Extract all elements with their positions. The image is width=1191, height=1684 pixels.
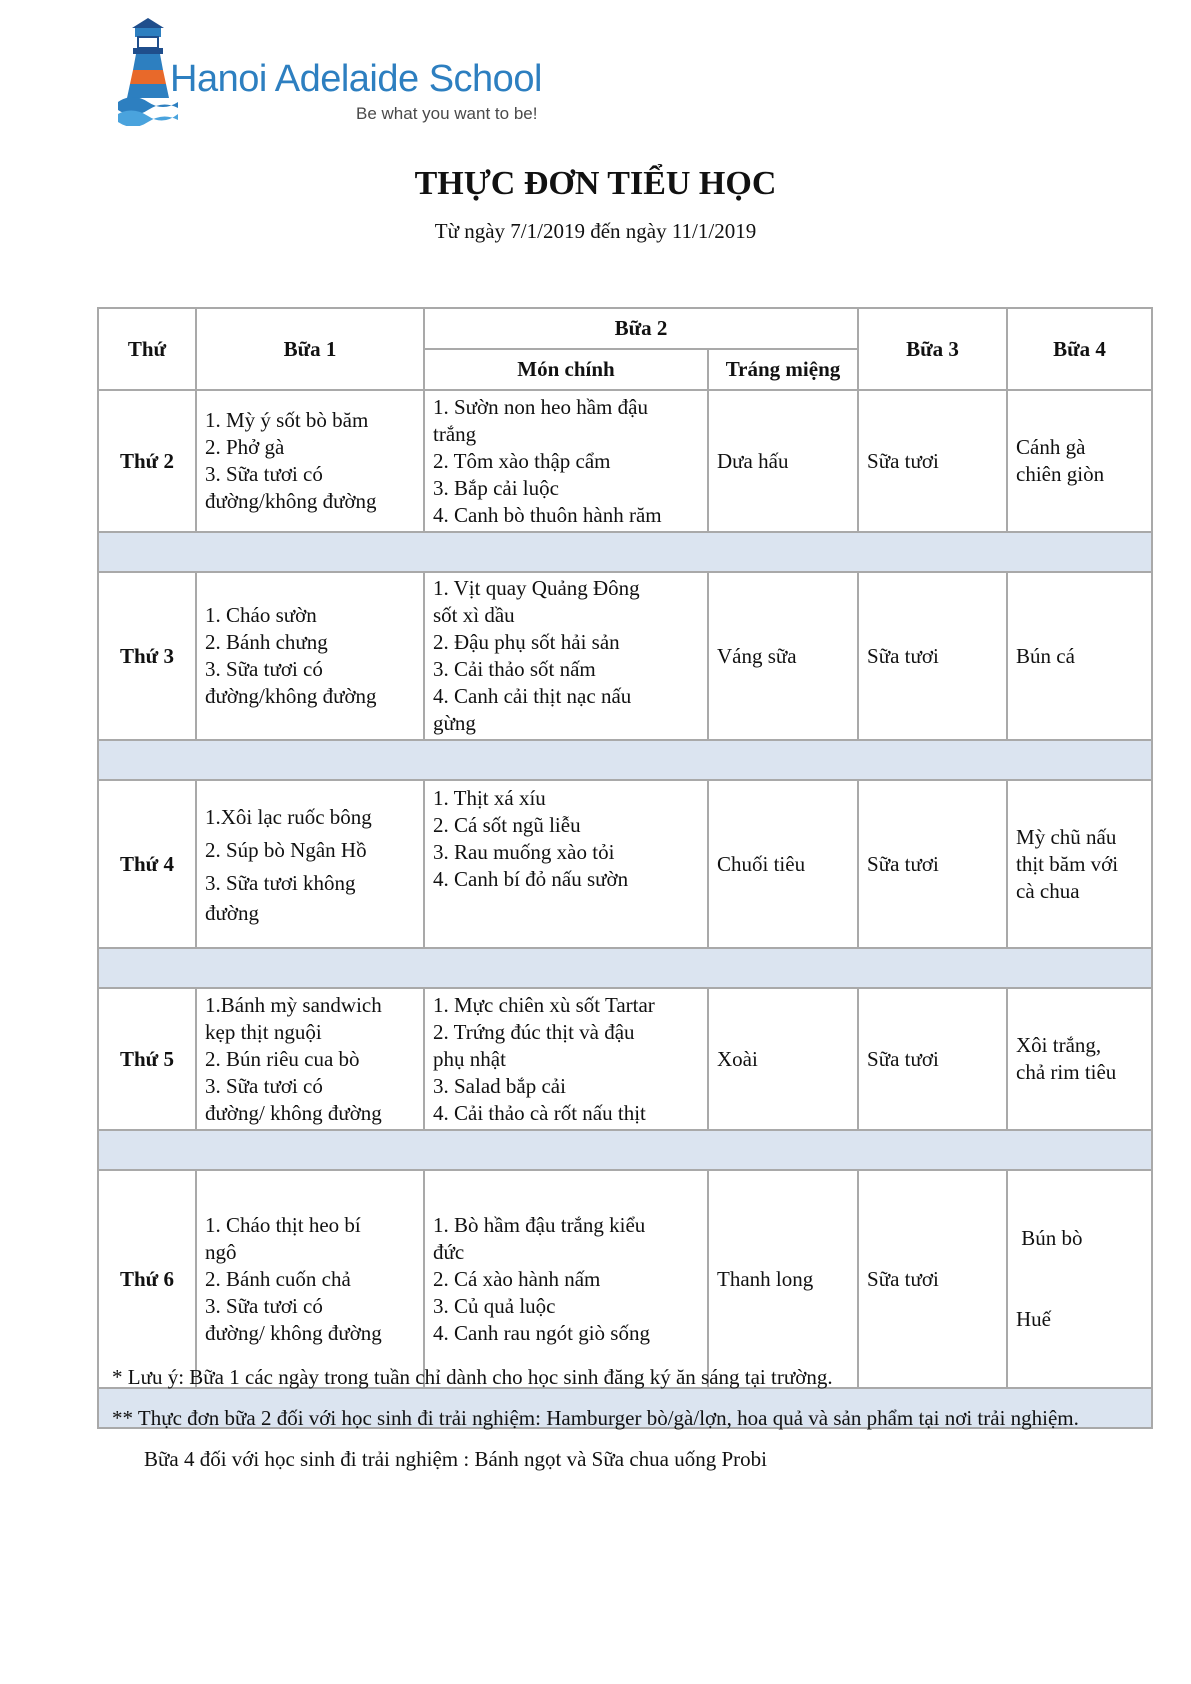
table-row	[98, 988, 1152, 1130]
header-dessert: Tráng miệng	[708, 349, 858, 390]
row-separator	[98, 1130, 1152, 1170]
page-title: THỰC ĐƠN TIỂU HỌC	[414, 165, 777, 202]
main-dish-cell: 1. Mực chiên xù sốt Tartar 2. Trứng đúc thịt và đậu phụ nhật 3. Salad bắp cải 4. Cải thảo cà rốt nấu thịt	[424, 988, 708, 1130]
meal3-cell: Sữa tươi	[858, 780, 1007, 948]
meal1-cell: 1. Mỳ ý sốt bò băm 2. Phở gà 3. Sữa tươi có đường/không đường	[196, 390, 424, 532]
lighthouse-logo-icon	[118, 18, 178, 126]
day-cell: Thứ 6	[98, 1170, 196, 1388]
main-dish-cell: 1. Thịt xá xíu 2. Cá sốt ngũ liễu 3. Rau muống xào tỏi 4. Canh bí đỏ nấu sườn	[424, 780, 708, 948]
school-slogan: Be what you want to be!	[356, 104, 538, 123]
day-cell: Thứ 2	[98, 390, 196, 532]
header-main-dish: Món chính	[424, 349, 708, 390]
school-logo	[118, 18, 578, 128]
dessert-cell: Váng sữa	[708, 572, 858, 740]
header-meal-3: Bữa 3	[858, 308, 1007, 390]
day-cell: Thứ 5	[98, 988, 196, 1130]
meal1-cell: 1. Cháo sườn 2. Bánh chưng 3. Sữa tươi có đường/không đường	[196, 572, 424, 740]
main-dish-cell: 1. Sườn non heo hầm đậu trắng 2. Tôm xào thập cẩm 3. Bắp cải luộc 4. Canh bò thuôn hành răm	[424, 390, 708, 532]
table-row	[98, 1170, 1152, 1388]
dessert-cell: Xoài	[708, 988, 858, 1130]
table-row	[98, 572, 1152, 740]
meal1-cell: 1.Bánh mỳ sandwich kẹp thịt nguội 2. Bún riêu cua bò 3. Sữa tươi có đường/ không đường	[196, 988, 424, 1130]
dessert-cell: Dưa hấu	[708, 390, 858, 532]
row-separator	[98, 532, 1152, 572]
meal4-cell: Cánh gà chiên giòn	[1007, 390, 1152, 532]
note-breakfast: * Lưu ý: Bữa 1 các ngày trong tuần chỉ dành cho học sinh đăng ký ăn sáng tại trường.	[112, 1365, 833, 1389]
header-meal-1: Bữa 1	[196, 308, 424, 390]
row-separator	[98, 740, 1152, 780]
meal3-cell: Sữa tươi	[858, 572, 1007, 740]
main-dish-cell: 1. Bò hầm đậu trắng kiểu đức 2. Cá xào hành nấm 3. Củ quả luộc 4. Canh rau ngót giò sống	[424, 1170, 708, 1388]
meal3-cell: Sữa tươi	[858, 988, 1007, 1130]
note-field-trip-meal2: ** Thực đơn bữa 2 đối với học sinh đi trải nghiệm: Hamburger bò/gà/lợn, hoa quả và sản phẩm tại nơi trải nghiệm.	[112, 1406, 1079, 1430]
day-cell: Thứ 3	[98, 572, 196, 740]
dessert-cell: Thanh long	[708, 1170, 858, 1388]
meal3-cell: Sữa tươi	[858, 390, 1007, 532]
row-separator	[98, 948, 1152, 988]
header-day: Thứ	[98, 308, 196, 390]
menu-table	[97, 307, 1153, 1429]
meal4-cell: Bún bò Huế	[1007, 1170, 1152, 1388]
meal4-cell: Xôi trắng, chả rim tiêu	[1007, 988, 1152, 1130]
school-name: Hanoi Adelaide School	[170, 58, 542, 100]
footnotes	[112, 1364, 1102, 1487]
meal4-cell: Bún cá	[1007, 572, 1152, 740]
meal4-cell: Mỳ chũ nấu thịt băm với cà chua	[1007, 780, 1152, 948]
day-cell: Thứ 4	[98, 780, 196, 948]
dessert-cell: Chuối tiêu	[708, 780, 858, 948]
note-field-trip-meal4: Bữa 4 đối với học sinh đi trải nghiệm : Bánh ngọt và Sữa chua uống Probi	[144, 1447, 767, 1471]
meal1-cell: 1. Cháo thịt heo bí ngô 2. Bánh cuốn chả 3. Sữa tươi có đường/ không đường	[196, 1170, 424, 1388]
header-meal-4: Bữa 4	[1007, 308, 1152, 390]
table-row	[98, 390, 1152, 532]
main-dish-cell: 1. Vịt quay Quảng Đông sốt xì dầu 2. Đậu phụ sốt hải sản 3. Cải thảo sốt nấm 4. Canh cải thịt nạc nấu gừng	[424, 572, 708, 740]
date-range: Từ ngày 7/1/2019 đến ngày 11/1/2019	[434, 219, 757, 243]
header-meal-2: Bữa 2	[424, 308, 858, 349]
table-row	[98, 780, 1152, 948]
meal1-cell: 1.Xôi lạc ruốc bông 2. Súp bò Ngân Hồ 3. Sữa tươi không đường	[196, 780, 424, 948]
meal3-cell: Sữa tươi	[858, 1170, 1007, 1388]
